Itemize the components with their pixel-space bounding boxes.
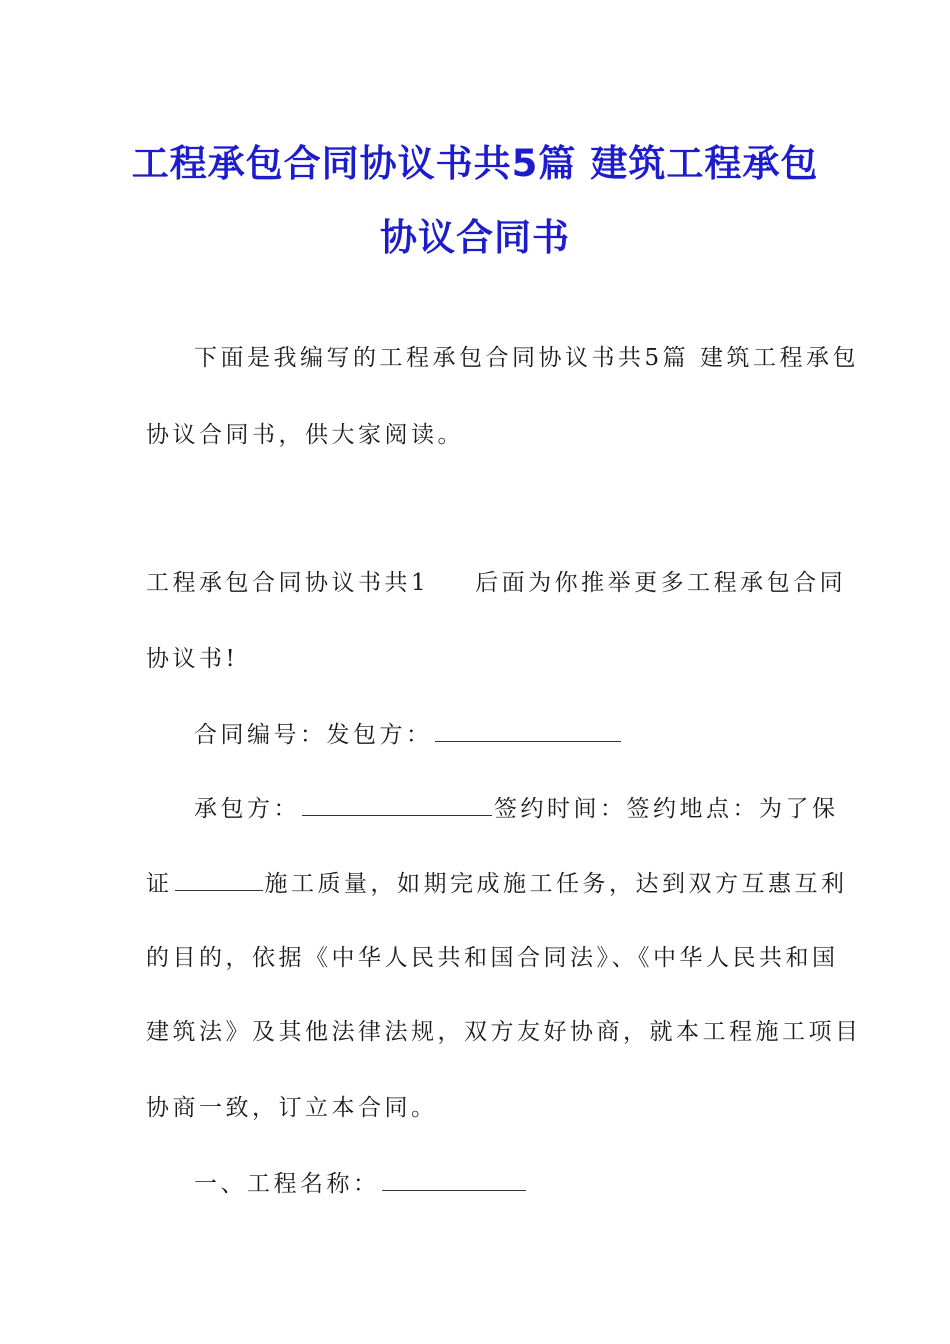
document-title-line-2: 协议合同书	[380, 216, 570, 259]
body-line-1-end: 施工质量，如期完成施工任务，达到双方互惠互利	[264, 871, 848, 897]
document-title-line-1: 工程承包合同协议书共5篇 建筑工程承包	[131, 142, 819, 185]
contractor-blank-field	[302, 793, 492, 816]
section-heading: 工程承包合同协议书共1	[146, 570, 430, 596]
body-line-1	[146, 868, 848, 899]
contract-number-line	[194, 719, 623, 750]
section-lead-text: 后面为你推举更多工程承包合同	[475, 570, 847, 596]
sign-info-text: 签约时间：签约地点：为了保	[494, 796, 839, 822]
client-blank-field	[435, 719, 621, 742]
body-line-3: 建筑法》及其他法律法规，双方友好协商，就本工程施工项目	[146, 1019, 862, 1045]
project-name-blank-field	[382, 1168, 526, 1191]
intro-paragraph-line-1: 下面是我编写的工程承包合同协议书共5篇 建筑工程承包	[194, 345, 859, 371]
contractor-line	[194, 793, 839, 824]
project-blank-field	[175, 868, 263, 891]
section-lead-continuation: 协议书!	[146, 646, 239, 672]
intro-paragraph-line-2: 协议合同书，供大家阅读。	[146, 422, 464, 448]
body-line-4: 协商一致，订立本合同。	[146, 1095, 438, 1121]
contractor-label: 承包方：	[194, 796, 300, 822]
contract-number-label: 合同编号：发包方：	[194, 722, 433, 748]
body-line-1-start: 证	[146, 871, 173, 897]
item-1-line	[194, 1168, 528, 1199]
item-1-label: 一、工程名称：	[194, 1171, 380, 1197]
section-heading-line	[146, 568, 846, 598]
body-line-2: 的目的，依据《中华人民共和国合同法》、《中华人民共和国	[146, 945, 839, 971]
